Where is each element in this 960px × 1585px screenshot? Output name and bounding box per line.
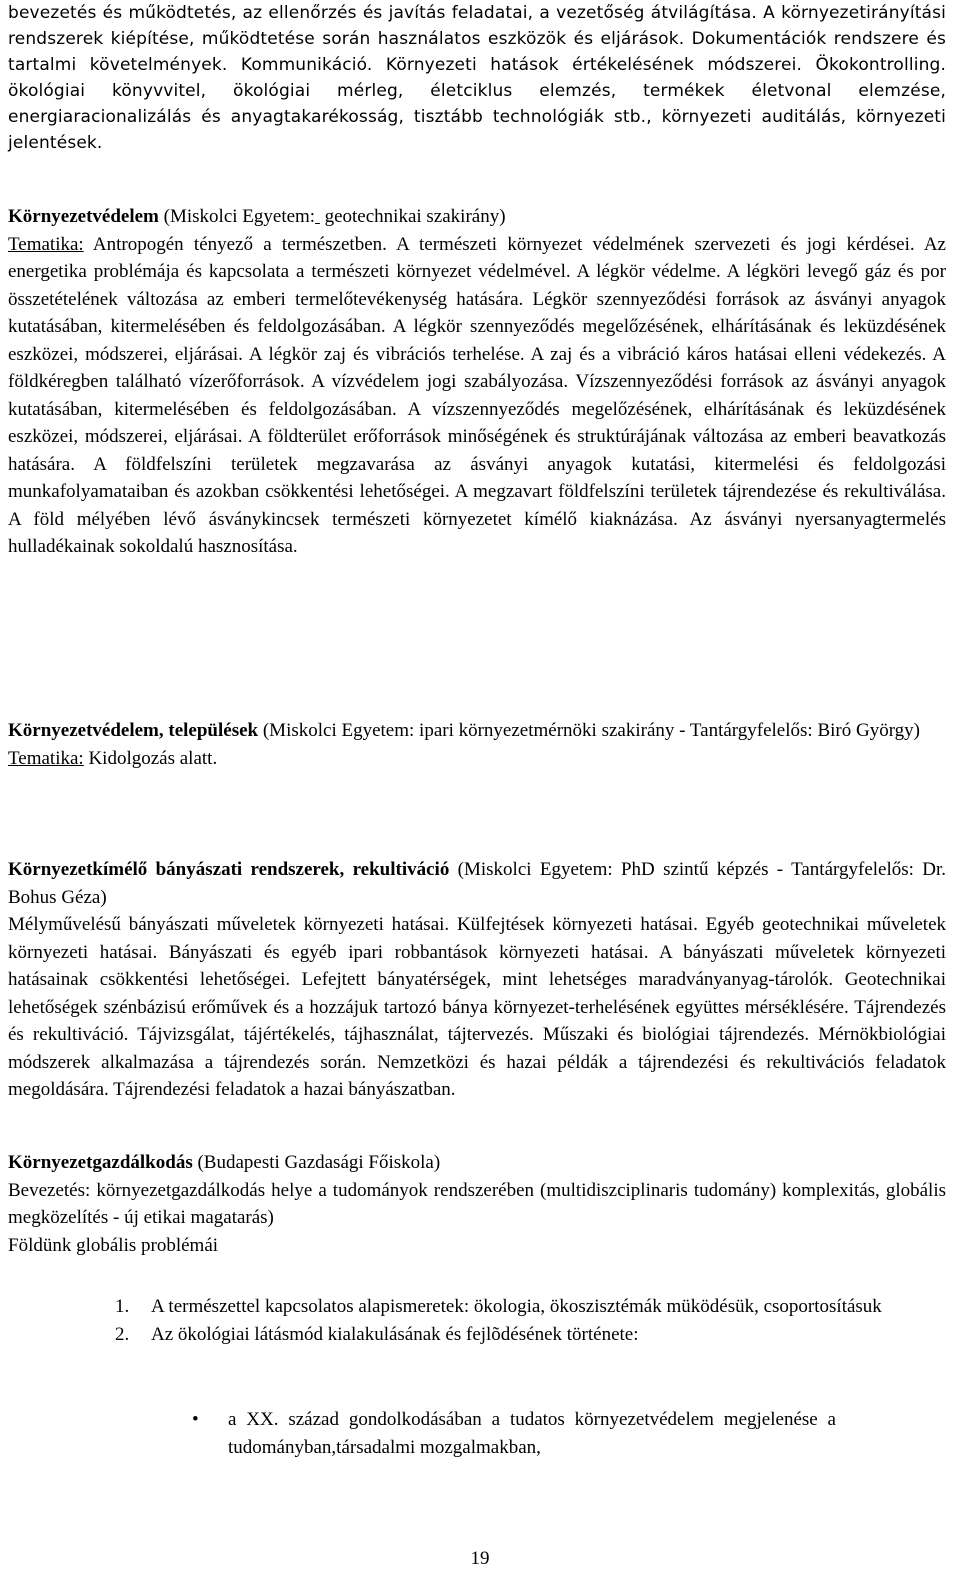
list-item bbox=[192, 1406, 836, 1461]
section-title: Környezetvédelem, települések bbox=[8, 720, 259, 741]
intro-paragraph bbox=[8, 0, 946, 156]
section-kornyezetkimelo bbox=[8, 856, 946, 1104]
bullet-icon: • bbox=[192, 1409, 199, 1430]
section-kornyezetvedelem-telepulesek bbox=[8, 717, 946, 772]
section-meta-rest: geotechnikai szakirány) bbox=[319, 206, 506, 227]
list-number: 2. bbox=[115, 1323, 130, 1345]
section-meta: (Miskolci Egyetem: ipari környezetmérnöki szakirány - Tantárgyfelelős: Biró György) bbox=[258, 720, 921, 741]
section-heading bbox=[8, 717, 946, 745]
section-kornyezetvedelem bbox=[8, 203, 946, 561]
section-heading bbox=[8, 856, 946, 911]
section-kornyezetgazdalkodas bbox=[8, 1149, 946, 1259]
list-item bbox=[115, 1321, 911, 1349]
list-item bbox=[115, 1293, 911, 1321]
intro-text: bevezetés és működtetés, az ellenőrzés és javítás feladatai, a vezetőség átvilágítása. A környezetirányítási rendszerek kiépítése, működtetése során használatos eszközök és eljárások. Dokumentációk rendszere és tartalmi követelmények. Kommunikáció. Környezeti hatások értékelésének módszerei. Ökokontrolling. ökológiai könyvvitel, ökológiai mérleg, életciklus elemzés, termékek életvonal elemzése, energiaracionalizálás és anyagtakarékosság, tisztább technológiák stb., környezeti auditálás, környezeti jelentések. bbox=[8, 3, 946, 153]
section-meta: (Budapesti Gazdasági Főiskola) bbox=[192, 1152, 441, 1173]
section-title: Környezetgazdálkodás bbox=[8, 1152, 193, 1173]
section-meta: (Miskolci Egyetem: bbox=[158, 206, 316, 227]
list-text: a XX. század gondolkodásában a tudatos környezetvédelem megjelenése a tudományban,társadalmi mozgalmakban, bbox=[228, 1409, 836, 1458]
section-body bbox=[8, 745, 946, 773]
section-body: Mélyművelésű bányászati műveletek környezeti hatásai. Külfejtések környezeti hatásai. Egyéb geotechnikai műveletek környezeti hatásai. Bányászati és egyéb ipari robbantások környezeti hatásai. A bányászati műveletek környezeti hatásainak csökkentési lehetőségei. Lefejtett bányatérségek, mint lehetséges maradványanyag-tárolók. Geotechnikai lehetőségek szénbázisú erőművek és a hozzájuk tartozó bánya környezet-terhelésének együttes mérséklésére. Tájrendezés és rekultiváció. Tájvizsgálat, tájértékelés, tájhasználat, tájtervezés. Műszaki és biológiai tájrendezés. Mérnökbiológiai módszerek alkalmazása a tájrendezés során. Nemzetközi és hazai példák a tájrendezési és rekultivációs feladatok megoldására. Tájrendezési feladatok a hazai bányászatban. bbox=[8, 914, 946, 1100]
list-text: A természettel kapcsolatos alapismeretek: ökologia, ökoszisztémák müködésük, csoportosításuk bbox=[151, 1296, 882, 1317]
bullet-list bbox=[190, 1406, 836, 1461]
tematika-label: Tematika: bbox=[8, 233, 84, 255]
tematika-text: Antropogén tényező a természetben. A természeti környezet védelmének szervezeti és jogi kérdései. Az energetika problémája és kapcsolata a természeti környezet védelmével. A légkör védelme. A légköri levegő gáz és por összetételének változása az emberi termelőtevékenység hatására. Légkör szennyeződési források az ásványi anyagok kutatásában, kitermelésében és feldolgozásában. A légkör szennyeződés megelőzésének, elhárításának és leküzdésének eszközei, módszerei, eljárásai. A légkör zaj és vibrációs terhelése. A zaj és a vibráció káros hatásai elleni védekezés. A földkéregben található vízerőforrások. A vízvédelem jogi szabályozása. Vízszennyeződési források az ásványi anyagok kutatásában, kitermelésében és feldolgozásában. A vízszennyeződés megelőzésének, elhárításának és leküzdésének eszközei, módszerei, eljárásai. A földterület erőforrások minőségének és struktúrájának változása az emberi beavatkozás hatására. A földfelszíni területek megzavarása az ásványi anyagok kutatási, kitermelési és feldolgozási munkafolyamataiban és azokban csökkentési lehetőségei. A megzavart földfelszíni területek tájrendezése és rekultiválása. A föld mélyében lévő ásványkincsek természeti környezetet kímélő kiaknázása. Az ásványi nyersanyagtermelés hulladékainak sokoldalú hasznosítása. bbox=[8, 233, 946, 557]
section-title: Környezetkímélő bányászati rendszerek, rekultiváció bbox=[8, 859, 450, 880]
section-line: Földünk globális problémái bbox=[8, 1234, 219, 1256]
section-meta: (Miskolci Egyetem: PhD szintű képzés - Tantárgyfelelős: Dr. Bohus Géza) bbox=[8, 859, 946, 908]
section-title: Környezetvédelem bbox=[8, 206, 159, 227]
section-heading bbox=[8, 1149, 946, 1177]
section-intro: Bevezetés: környezetgazdálkodás helye a tudományok rendszerében (multidiszciplinaris tudomány) komplexitás, globális megközelítés - új etikai magatarás) bbox=[8, 1179, 946, 1228]
section-heading bbox=[8, 203, 946, 231]
numbered-list bbox=[115, 1293, 911, 1348]
section-body bbox=[8, 231, 946, 561]
list-number: 1. bbox=[115, 1296, 130, 1317]
page-number: 19 bbox=[470, 1548, 490, 1569]
list-text: Az ökológiai látásmód kialakulásának és fejlõdésének története: bbox=[151, 1323, 639, 1345]
tematika-label: Tematika: bbox=[8, 747, 84, 769]
tematika-text: Kidolgozás alatt. bbox=[83, 747, 218, 769]
